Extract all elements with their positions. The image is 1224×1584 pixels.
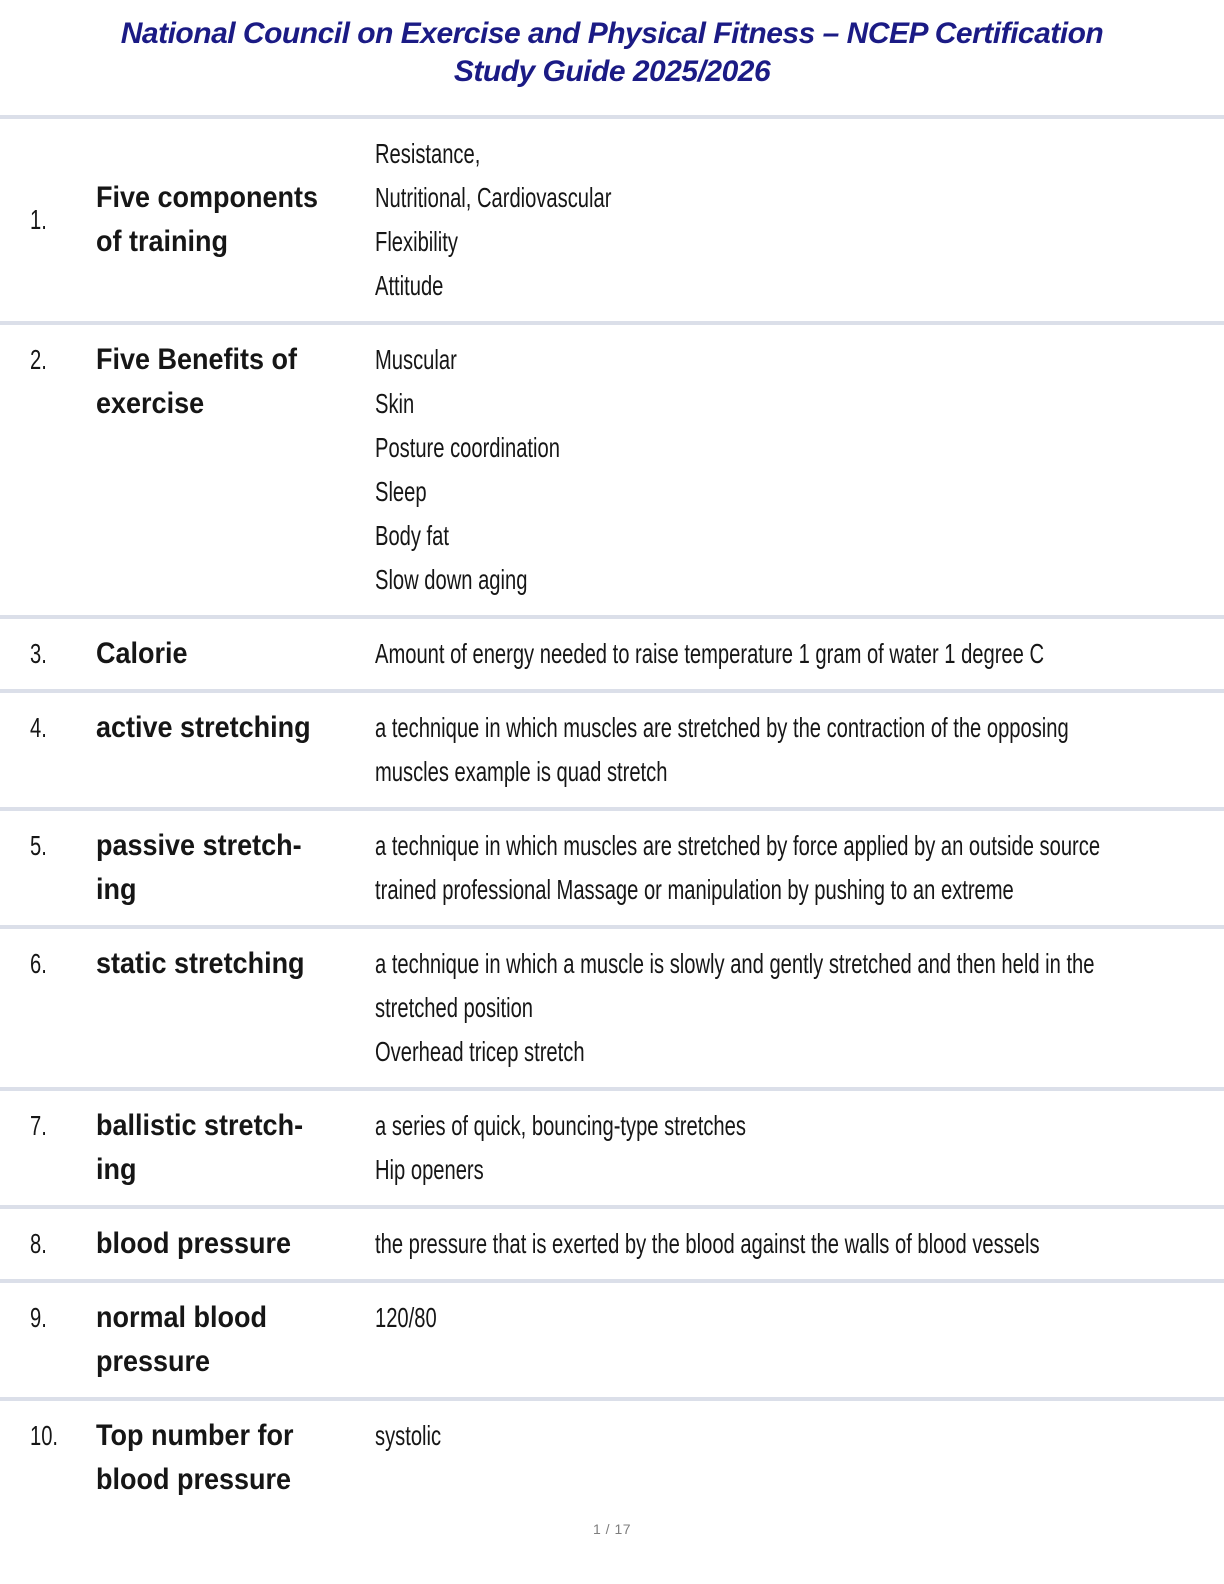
row-number	[30, 198, 96, 242]
row-number	[30, 1414, 96, 1458]
page-number: 1 / 17	[592, 1521, 632, 1537]
text-line: static stretching	[96, 947, 305, 980]
table-row	[0, 115, 1224, 321]
definition-cell	[375, 1296, 1196, 1340]
text-line: Nutritional, Cardiovascular	[375, 182, 612, 213]
text-line: Posture coordination	[375, 432, 560, 463]
text-line: Overhead tricep stretch	[375, 1036, 585, 1067]
doc-title	[0, 0, 1224, 91]
text-line: exercise	[96, 387, 205, 420]
table-row	[0, 1279, 1224, 1397]
text-line: 120/80	[375, 1302, 437, 1333]
text-line: passive stretch-	[96, 829, 302, 862]
text-line: a technique in which muscles are stretched by force applied by an outside source	[375, 830, 1101, 861]
text-line: 9.	[30, 1302, 47, 1333]
text-line: normal blood	[96, 1301, 267, 1334]
text-line: 3.	[30, 638, 47, 669]
text-line: 1.	[30, 204, 47, 235]
text-line: a technique in which muscles are stretched by the contraction of the opposing	[375, 712, 1069, 743]
text-line: Attitude	[375, 270, 444, 301]
term-cell	[96, 1414, 354, 1502]
row-number	[30, 338, 96, 382]
row-number	[30, 824, 96, 868]
term-cell	[96, 176, 354, 264]
table-row	[0, 1397, 1224, 1515]
title-line-2: Study Guide 2025/2026	[453, 55, 771, 88]
definition-cell	[375, 1222, 1196, 1266]
text-line: pressure	[96, 1345, 211, 1378]
table-row	[0, 321, 1224, 615]
text-line: of training	[96, 225, 228, 258]
term-cell	[96, 1296, 354, 1384]
text-line: Top number for	[96, 1419, 294, 1452]
definition-table	[0, 115, 1224, 1515]
text-line: Slow down aging	[375, 564, 528, 595]
text-line: a technique in which a muscle is slowly and gently stretched and then held in the	[375, 948, 1095, 979]
table-row	[0, 925, 1224, 1087]
text-line: Body fat	[375, 520, 449, 551]
text-line: Five components	[96, 181, 319, 214]
text-line: Sleep	[375, 476, 427, 507]
term-cell	[96, 942, 354, 986]
definition-cell	[375, 1104, 1196, 1192]
text-line: Skin	[375, 388, 415, 419]
definition-cell	[375, 132, 1196, 308]
text-line: 6.	[30, 948, 47, 979]
term-cell	[96, 338, 354, 426]
text-line: 7.	[30, 1110, 47, 1141]
text-line: blood pressure	[96, 1227, 292, 1260]
text-line: Resistance,	[375, 138, 481, 169]
title-line-1: National Council on Exercise and Physical Fitness – NCEP Certification	[120, 17, 1104, 50]
term-cell	[96, 1104, 354, 1192]
text-line: ballistic stretch-	[96, 1109, 304, 1142]
text-line: 5.	[30, 830, 47, 861]
table-row	[0, 615, 1224, 689]
row-number	[30, 942, 96, 986]
text-line: Amount of energy needed to raise temperature 1 gram of water 1 degree C	[375, 638, 1045, 669]
term-cell	[96, 632, 354, 676]
text-line: systolic	[375, 1420, 442, 1451]
table-row	[0, 689, 1224, 807]
row-number	[30, 1222, 96, 1266]
definition-cell	[375, 706, 1196, 794]
text-line: 8.	[30, 1228, 47, 1259]
text-line: Calorie	[96, 637, 188, 670]
text-line: active stretching	[96, 711, 311, 744]
term-cell	[96, 706, 354, 750]
definition-cell	[375, 632, 1196, 676]
text-line: muscles example is quad stretch	[375, 756, 668, 787]
definition-cell	[375, 824, 1196, 912]
text-line: ing	[96, 873, 137, 906]
text-line: 10.	[30, 1420, 59, 1451]
text-line: 2.	[30, 344, 47, 375]
text-line: 4.	[30, 712, 47, 743]
table-row	[0, 1087, 1224, 1205]
row-number	[30, 1104, 96, 1148]
text-line: the pressure that is exerted by the blood against the walls of blood vessels	[375, 1228, 1040, 1259]
definition-cell	[375, 1414, 1196, 1458]
text-line: stretched position	[375, 992, 534, 1023]
table-row	[0, 807, 1224, 925]
text-line: a series of quick, bouncing-type stretches	[375, 1110, 746, 1141]
definition-cell	[375, 942, 1196, 1074]
text-line: blood pressure	[96, 1463, 292, 1496]
row-number	[30, 706, 96, 750]
text-line: ing	[96, 1153, 137, 1186]
definition-cell	[375, 338, 1196, 602]
table-row	[0, 1205, 1224, 1279]
text-line: trained professional Massage or manipulation by pushing to an extreme	[375, 874, 1014, 905]
row-number	[30, 1296, 96, 1340]
text-line: Five Benefits of	[96, 343, 298, 376]
term-cell	[96, 1222, 354, 1266]
term-cell	[96, 824, 354, 912]
text-line: Flexibility	[375, 226, 458, 257]
text-line: Muscular	[375, 344, 457, 375]
row-number	[30, 632, 96, 676]
text-line: Hip openers	[375, 1154, 484, 1185]
